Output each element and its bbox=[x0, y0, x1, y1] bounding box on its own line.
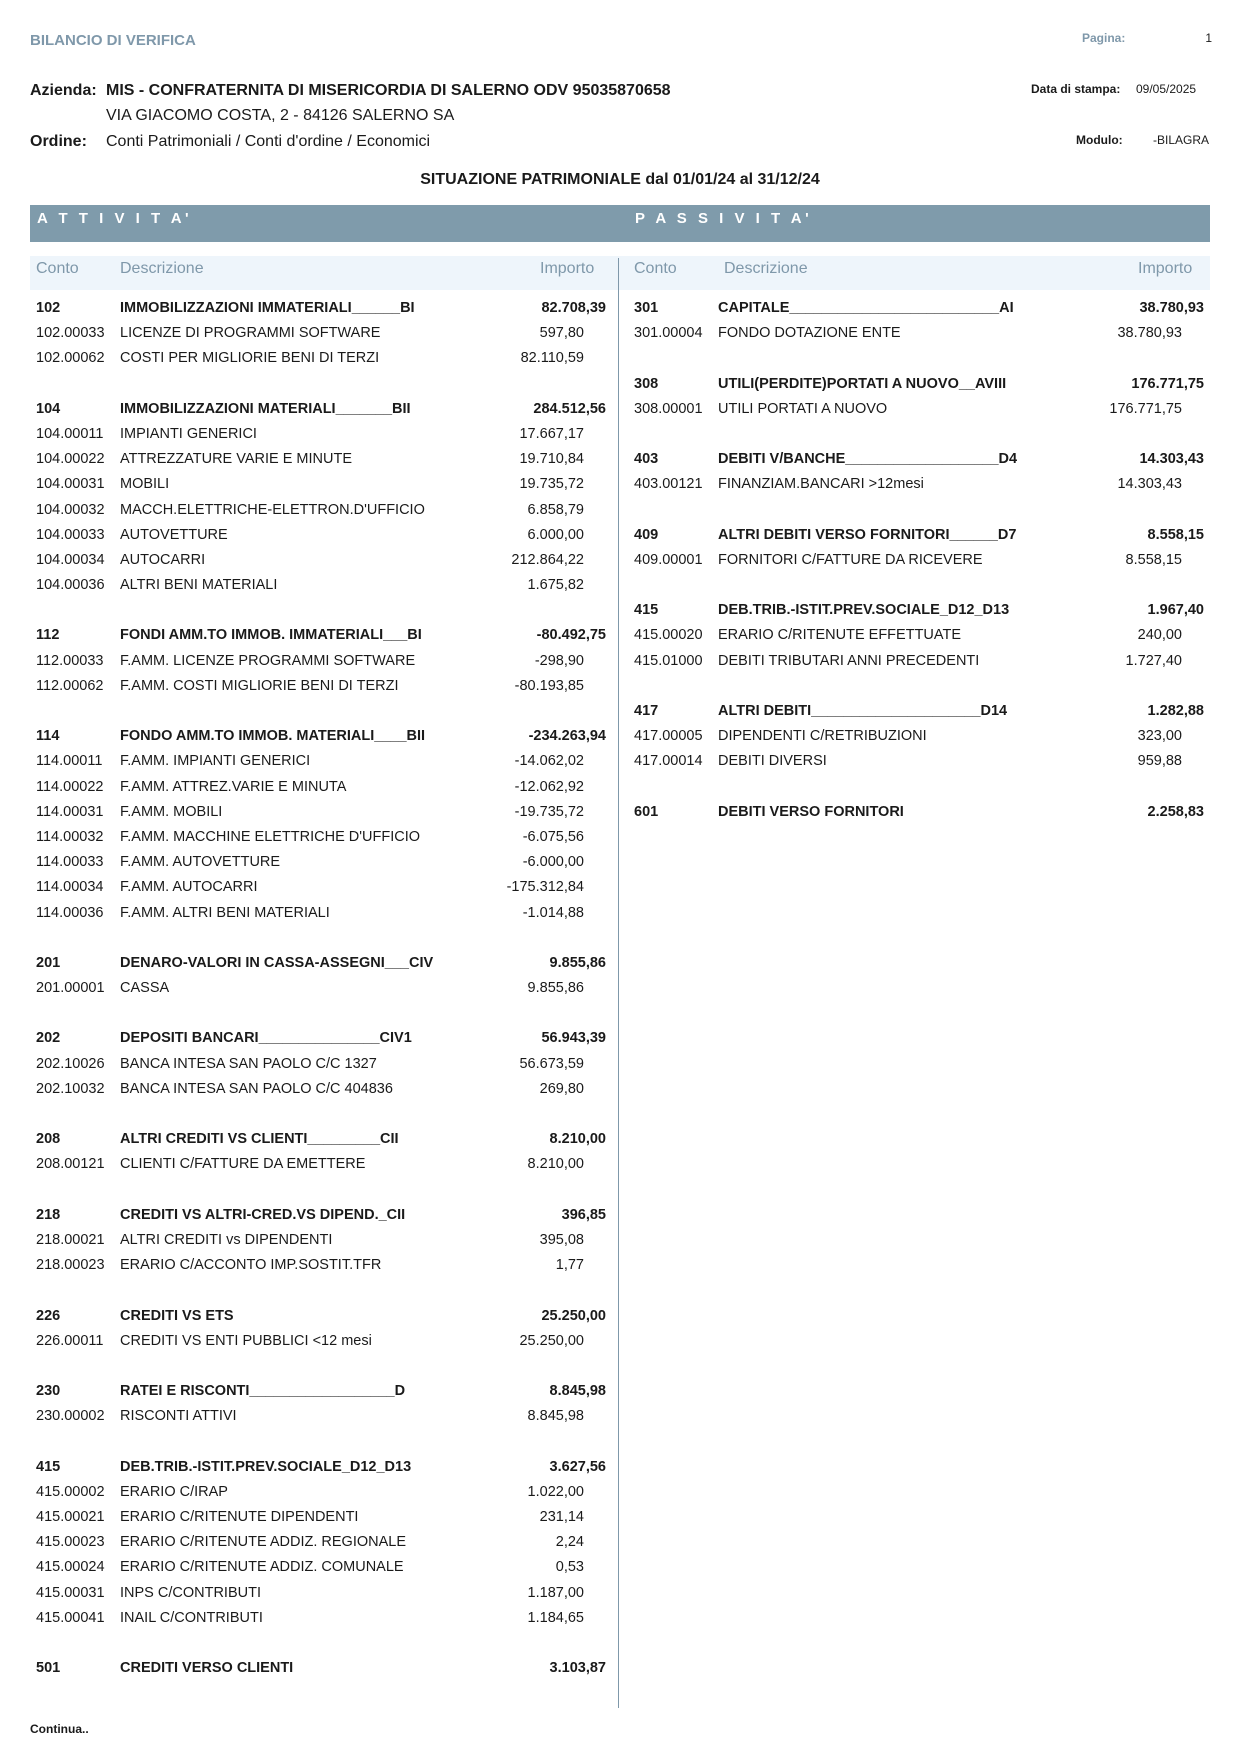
account-amount: 176.771,75 bbox=[1109, 400, 1182, 417]
account-description: F.AMM. MACCHINE ELETTRICHE D'UFFICIO bbox=[120, 828, 421, 845]
account-code: 112.00033 bbox=[36, 652, 104, 669]
module-value: -BILAGRA bbox=[1153, 133, 1210, 147]
account-amount: 8.558,15 bbox=[1125, 551, 1182, 568]
assets-detail-row bbox=[36, 749, 606, 774]
account-amount: -234.263,94 bbox=[528, 728, 606, 745]
spacer-row bbox=[36, 1429, 606, 1454]
liabilities-detail-row bbox=[634, 749, 1204, 774]
account-description: AUTOCARRI bbox=[120, 551, 206, 568]
section-band bbox=[30, 205, 1210, 242]
account-code: 415.00024 bbox=[36, 1559, 105, 1576]
account-code: 104.00032 bbox=[36, 501, 105, 518]
account-description: MACCH.ELETTRICHE-ELETTRON.D'UFFICIO bbox=[120, 501, 425, 518]
spacer-row bbox=[36, 1354, 606, 1379]
account-code: 403 bbox=[634, 451, 659, 468]
assets-account-header: Conto bbox=[36, 260, 79, 277]
assets-table bbox=[36, 296, 606, 1681]
account-description: AUTOVETTURE bbox=[120, 526, 228, 543]
account-description: F.AMM. ALTRI BENI MATERIALI bbox=[120, 904, 330, 921]
column-divider bbox=[618, 258, 619, 1708]
account-code: 114.00036 bbox=[36, 904, 104, 921]
assets-detail-row bbox=[36, 825, 606, 850]
account-amount: 396,85 bbox=[561, 1206, 606, 1223]
account-description: MOBILI bbox=[120, 476, 170, 493]
account-description: F.AMM. AUTOCARRI bbox=[120, 879, 258, 896]
assets-group-row bbox=[36, 951, 606, 976]
account-description: FONDO AMM.TO IMMOB. MATERIALI____BII bbox=[120, 728, 426, 745]
account-description: F.AMM. AUTOVETTURE bbox=[120, 854, 281, 871]
assets-detail-row bbox=[36, 548, 606, 573]
account-code: 102.00033 bbox=[36, 325, 105, 342]
assets-detail-row bbox=[36, 1329, 606, 1354]
account-amount: 176.771,75 bbox=[1131, 375, 1204, 392]
account-description: F.AMM. LICENZE PROGRAMMI SOFTWARE bbox=[120, 652, 416, 669]
spacer-row bbox=[36, 1178, 606, 1203]
account-amount: 6.000,00 bbox=[527, 526, 584, 543]
account-description: COSTI PER MIGLIORIE BENI DI TERZI bbox=[120, 350, 380, 367]
account-code: 415 bbox=[634, 602, 659, 619]
account-code: 112.00062 bbox=[36, 677, 104, 694]
assets-group-row bbox=[36, 296, 606, 321]
assets-group-row bbox=[36, 1304, 606, 1329]
account-amount: 3.627,56 bbox=[549, 1458, 606, 1475]
assets-group-row bbox=[36, 1379, 606, 1404]
account-description: UTILI(PERDITE)PORTATI A NUOVO__AVIII bbox=[718, 375, 1007, 392]
account-amount: 14.303,43 bbox=[1139, 451, 1204, 468]
account-amount: 8.558,15 bbox=[1147, 526, 1204, 543]
account-code: 104.00033 bbox=[36, 526, 105, 543]
page-label: Pagina: bbox=[1082, 31, 1126, 45]
account-amount: 597,80 bbox=[539, 325, 584, 342]
spacer-row bbox=[36, 926, 606, 951]
account-description: ALTRI CREDITI vs DIPENDENTI bbox=[120, 1231, 333, 1248]
assets-detail-row bbox=[36, 800, 606, 825]
account-description: ATTREZZATURE VARIE E MINUTE bbox=[120, 451, 353, 468]
page-number: 1 bbox=[1205, 31, 1212, 45]
assets-detail-row bbox=[36, 1052, 606, 1077]
assets-detail-row bbox=[36, 422, 606, 447]
account-code: 415.00023 bbox=[36, 1534, 105, 1551]
account-description: FONDO DOTAZIONE ENTE bbox=[718, 325, 901, 342]
account-amount: -1.014,88 bbox=[522, 904, 584, 921]
account-description: INAIL C/CONTRIBUTI bbox=[120, 1609, 263, 1626]
account-code: 218.00021 bbox=[36, 1231, 105, 1248]
account-amount: 56.673,59 bbox=[519, 1055, 584, 1072]
account-description: IMMOBILIZZAZIONI IMMATERIALI______BI bbox=[120, 300, 415, 316]
account-amount: 19.735,72 bbox=[519, 476, 584, 493]
spacer-row bbox=[634, 346, 1204, 371]
print-date-label: Data di stampa: bbox=[1031, 82, 1121, 96]
assets-detail-row bbox=[36, 1253, 606, 1278]
liabilities-detail-row bbox=[634, 649, 1204, 674]
account-amount: 9.855,86 bbox=[549, 954, 606, 971]
company-address: VIA GIACOMO COSTA, 2 - 84126 SALERNO SA bbox=[106, 107, 455, 124]
account-amount: 38.780,93 bbox=[1117, 325, 1182, 342]
assets-description-header: Descrizione bbox=[120, 260, 204, 277]
account-code: 104.00036 bbox=[36, 577, 105, 594]
assets-detail-row bbox=[36, 1505, 606, 1530]
account-amount: -298,90 bbox=[534, 652, 584, 669]
account-amount: 82.110,59 bbox=[520, 350, 584, 367]
assets-detail-row bbox=[36, 346, 606, 371]
account-code: 415.00020 bbox=[634, 627, 703, 644]
column-header-bar bbox=[30, 256, 1210, 290]
assets-group-row bbox=[36, 397, 606, 422]
account-code: 104.00031 bbox=[36, 476, 105, 493]
account-description: IMMOBILIZZAZIONI MATERIALI_______BII bbox=[120, 400, 411, 417]
assets-group-row bbox=[36, 1656, 606, 1681]
account-amount: 1,77 bbox=[555, 1257, 584, 1274]
account-description: LICENZE DI PROGRAMMI SOFTWARE bbox=[120, 325, 381, 342]
account-amount: 8.845,98 bbox=[527, 1408, 584, 1425]
account-description: ERARIO C/RITENUTE ADDIZ. COMUNALE bbox=[120, 1559, 404, 1576]
account-description: RISCONTI ATTIVI bbox=[120, 1408, 237, 1425]
liabilities-detail-row bbox=[634, 548, 1204, 573]
spacer-row bbox=[36, 1278, 606, 1303]
account-amount: 8.210,00 bbox=[527, 1156, 584, 1173]
liabilities-table bbox=[634, 296, 1204, 825]
account-code: 104 bbox=[36, 400, 61, 417]
account-amount: 323,00 bbox=[1137, 728, 1182, 745]
account-code: 230.00002 bbox=[36, 1408, 105, 1425]
account-description: CAPITALE__________________________AI bbox=[718, 300, 1014, 316]
liabilities-group-row bbox=[634, 699, 1204, 724]
account-code: 104.00011 bbox=[36, 425, 104, 442]
account-description: CREDITI VERSO CLIENTI bbox=[120, 1660, 294, 1677]
assets-detail-row bbox=[36, 1404, 606, 1429]
account-amount: -80.193,85 bbox=[514, 677, 584, 694]
liabilities-detail-row bbox=[634, 321, 1204, 346]
spacer-row bbox=[36, 1102, 606, 1127]
liabilities-detail-row bbox=[634, 472, 1204, 497]
assets-group-row bbox=[36, 724, 606, 749]
situation-title: SITUAZIONE PATRIMONIALE dal 01/01/24 al 31/12/24 bbox=[420, 171, 820, 188]
account-description: ERARIO C/RITENUTE ADDIZ. REGIONALE bbox=[120, 1534, 407, 1551]
account-code: 114 bbox=[36, 728, 60, 745]
account-code: 301.00004 bbox=[634, 325, 703, 342]
liabilities-detail-row bbox=[634, 724, 1204, 749]
account-code: 202 bbox=[36, 1030, 61, 1047]
account-amount: 212.864,22 bbox=[511, 551, 584, 568]
account-code: 114.00011 bbox=[36, 753, 103, 770]
assets-detail-row bbox=[36, 1555, 606, 1580]
account-description: FINANZIAM.BANCARI >12mesi bbox=[718, 476, 924, 493]
account-amount: 284.512,56 bbox=[533, 400, 606, 417]
account-code: 601 bbox=[634, 803, 659, 820]
account-amount: -12.062,92 bbox=[514, 778, 584, 795]
account-amount: 269,80 bbox=[539, 1080, 584, 1097]
account-code: 114.00032 bbox=[36, 828, 104, 845]
account-amount: 8.845,98 bbox=[549, 1383, 606, 1400]
account-amount: 19.710,84 bbox=[519, 451, 584, 468]
account-amount: 2,24 bbox=[555, 1534, 584, 1551]
account-description: CASSA bbox=[120, 980, 170, 997]
account-code: 114.00033 bbox=[36, 854, 104, 871]
account-description: F.AMM. ATTREZ.VARIE E MINUTA bbox=[120, 778, 347, 795]
account-description: DEPOSITI BANCARI_______________CIV1 bbox=[120, 1030, 412, 1047]
print-date-value: 09/05/2025 bbox=[1136, 82, 1197, 96]
account-amount: 1.184,65 bbox=[527, 1609, 584, 1626]
account-description: CREDITI VS ALTRI-CRED.VS DIPEND._CII bbox=[120, 1206, 406, 1223]
spacer-row bbox=[634, 674, 1204, 699]
account-code: 415.00031 bbox=[36, 1584, 105, 1601]
assets-group-row bbox=[36, 1127, 606, 1152]
account-description: F.AMM. IMPIANTI GENERICI bbox=[120, 753, 311, 770]
account-code: 208 bbox=[36, 1131, 61, 1148]
account-amount: 1.727,40 bbox=[1125, 652, 1182, 669]
assets-group-row bbox=[36, 1455, 606, 1480]
account-description: BANCA INTESA SAN PAOLO C/C 404836 bbox=[120, 1080, 393, 1097]
account-description: DEBITI TRIBUTARI ANNI PRECEDENTI bbox=[718, 652, 980, 669]
account-description: DEB.TRIB.-ISTIT.PREV.SOCIALE_D12_D13 bbox=[120, 1458, 412, 1475]
liabilities-group-row bbox=[634, 447, 1204, 472]
liabilities-description-header: Descrizione bbox=[724, 260, 808, 277]
spacer-row bbox=[36, 1001, 606, 1026]
assets-detail-row bbox=[36, 875, 606, 900]
account-description: FONDI AMM.TO IMMOB. IMMATERIALI___BI bbox=[120, 627, 422, 644]
account-code: 403.00121 bbox=[634, 476, 703, 493]
account-code: 208.00121 bbox=[36, 1156, 105, 1173]
account-description: F.AMM. COSTI MIGLIORIE BENI DI TERZI bbox=[120, 677, 399, 694]
account-code: 415.00021 bbox=[36, 1509, 105, 1525]
account-code: 112 bbox=[36, 627, 60, 644]
assets-amount-header: Importo bbox=[540, 260, 595, 277]
account-code: 417.00014 bbox=[634, 753, 703, 770]
spacer-row bbox=[634, 573, 1204, 598]
document-title: BILANCIO DI VERIFICA bbox=[30, 32, 196, 49]
account-description: BANCA INTESA SAN PAOLO C/C 1327 bbox=[120, 1055, 377, 1072]
account-code: 409 bbox=[634, 526, 659, 543]
account-amount: 8.210,00 bbox=[549, 1131, 606, 1148]
account-code: 104.00034 bbox=[36, 551, 105, 568]
account-amount: 395,08 bbox=[539, 1231, 584, 1248]
account-amount: 2.258,83 bbox=[1147, 803, 1204, 820]
assets-detail-row bbox=[36, 523, 606, 548]
account-description: ERARIO C/RITENUTE DIPENDENTI bbox=[120, 1509, 359, 1525]
assets-group-row bbox=[36, 623, 606, 648]
account-amount: 1.022,00 bbox=[527, 1483, 584, 1500]
assets-detail-row bbox=[36, 472, 606, 497]
account-code: 501 bbox=[36, 1660, 61, 1677]
account-code: 415.00041 bbox=[36, 1609, 105, 1626]
account-amount: -175.312,84 bbox=[506, 879, 584, 896]
account-code: 102 bbox=[36, 300, 61, 316]
account-code: 201.00001 bbox=[36, 980, 105, 997]
assets-detail-row bbox=[36, 573, 606, 598]
account-code: 409.00001 bbox=[634, 551, 703, 568]
assets-detail-row bbox=[36, 674, 606, 699]
assets-detail-row bbox=[36, 775, 606, 800]
spacer-row bbox=[36, 1631, 606, 1656]
account-code: 104.00022 bbox=[36, 451, 105, 468]
assets-group-row bbox=[36, 1026, 606, 1051]
account-amount: 25.250,00 bbox=[541, 1307, 606, 1324]
continue-note: Continua.. bbox=[30, 1722, 89, 1736]
account-amount: -14.062,02 bbox=[514, 753, 584, 770]
assets-section-label: A T T I V I T A' bbox=[37, 210, 193, 227]
assets-detail-row bbox=[36, 901, 606, 926]
account-code: 218.00023 bbox=[36, 1257, 105, 1274]
account-description: ALTRI DEBITI_____________________D14 bbox=[718, 703, 1008, 719]
spacer-row bbox=[634, 775, 1204, 800]
account-code: 114.00031 bbox=[36, 803, 104, 820]
account-code: 114.00034 bbox=[36, 879, 104, 896]
liabilities-group-row bbox=[634, 296, 1204, 321]
account-amount: -80.492,75 bbox=[536, 627, 606, 644]
account-amount: 38.780,93 bbox=[1139, 300, 1204, 316]
account-code: 301 bbox=[634, 300, 659, 316]
assets-detail-row bbox=[36, 1152, 606, 1177]
account-amount: 17.667,17 bbox=[519, 425, 584, 442]
account-code: 218 bbox=[36, 1206, 61, 1223]
account-description: ALTRI DEBITI VERSO FORNITORI______D7 bbox=[718, 526, 1017, 543]
account-amount: 231,14 bbox=[539, 1509, 584, 1525]
account-code: 114.00022 bbox=[36, 778, 104, 795]
account-code: 308 bbox=[634, 375, 659, 392]
spacer-row bbox=[36, 598, 606, 623]
spacer-row bbox=[36, 699, 606, 724]
spacer-row bbox=[634, 422, 1204, 447]
account-description: DENARO-VALORI IN CASSA-ASSEGNI___CIV bbox=[120, 954, 434, 971]
account-amount: 0,53 bbox=[555, 1559, 584, 1576]
account-description: F.AMM. MOBILI bbox=[120, 803, 223, 820]
account-amount: 6.858,79 bbox=[527, 501, 584, 518]
assets-detail-row bbox=[36, 447, 606, 472]
liabilities-group-row bbox=[634, 523, 1204, 548]
account-description: ERARIO C/RITENUTE EFFETTUATE bbox=[718, 627, 962, 644]
liabilities-detail-row bbox=[634, 623, 1204, 648]
liabilities-group-row bbox=[634, 800, 1204, 825]
assets-detail-row bbox=[36, 649, 606, 674]
assets-group-row bbox=[36, 1203, 606, 1228]
order-value: Conti Patrimoniali / Conti d'ordine / Economici bbox=[106, 133, 431, 150]
account-description: DEBITI VERSO FORNITORI bbox=[718, 803, 904, 820]
account-code: 202.10032 bbox=[36, 1080, 105, 1097]
account-code: 308.00001 bbox=[634, 400, 703, 417]
account-amount: -19.735,72 bbox=[514, 803, 584, 820]
assets-detail-row bbox=[36, 1077, 606, 1102]
account-amount: 959,88 bbox=[1137, 753, 1182, 770]
assets-detail-row bbox=[36, 1530, 606, 1555]
account-description: DEB.TRIB.-ISTIT.PREV.SOCIALE_D12_D13 bbox=[718, 602, 1010, 619]
account-description: UTILI PORTATI A NUOVO bbox=[718, 400, 888, 417]
account-amount: 25.250,00 bbox=[519, 1332, 584, 1349]
order-label: Ordine: bbox=[30, 133, 87, 150]
account-description: CLIENTI C/FATTURE DA EMETTERE bbox=[120, 1156, 366, 1173]
assets-detail-row bbox=[36, 1606, 606, 1631]
assets-detail-row bbox=[36, 321, 606, 346]
account-description: DEBITI DIVERSI bbox=[718, 753, 827, 770]
account-code: 226 bbox=[36, 1307, 61, 1324]
liabilities-detail-row bbox=[634, 397, 1204, 422]
account-code: 102.00062 bbox=[36, 350, 105, 367]
assets-detail-row bbox=[36, 498, 606, 523]
account-amount: 9.855,86 bbox=[527, 980, 584, 997]
account-amount: 82.708,39 bbox=[541, 300, 606, 316]
account-description: IMPIANTI GENERICI bbox=[120, 425, 257, 442]
spacer-row bbox=[634, 498, 1204, 523]
account-amount: 3.103,87 bbox=[549, 1660, 606, 1677]
account-code: 415.00002 bbox=[36, 1483, 105, 1500]
account-description: ALTRI CREDITI VS CLIENTI_________CII bbox=[120, 1131, 399, 1148]
spacer-row bbox=[36, 372, 606, 397]
account-amount: 1.675,82 bbox=[527, 577, 584, 594]
assets-detail-row bbox=[36, 976, 606, 1001]
account-amount: 240,00 bbox=[1137, 627, 1182, 644]
account-description: DIPENDENTI C/RETRIBUZIONI bbox=[718, 728, 927, 745]
account-description: CREDITI VS ETS bbox=[120, 1307, 234, 1324]
account-code: 202.10026 bbox=[36, 1055, 105, 1072]
liabilities-section-label: P A S S I V I T A' bbox=[635, 210, 813, 227]
module-label: Modulo: bbox=[1076, 133, 1123, 147]
account-code: 417.00005 bbox=[634, 728, 703, 745]
account-description: FORNITORI C/FATTURE DA RICEVERE bbox=[718, 551, 983, 568]
account-code: 226.00011 bbox=[36, 1332, 104, 1349]
account-code: 415.01000 bbox=[634, 652, 703, 669]
company-label: Azienda: bbox=[30, 82, 97, 99]
account-description: ERARIO C/ACCONTO IMP.SOSTIT.TFR bbox=[120, 1257, 382, 1274]
liabilities-amount-header: Importo bbox=[1138, 260, 1193, 277]
assets-detail-row bbox=[36, 1480, 606, 1505]
account-code: 417 bbox=[634, 703, 659, 719]
account-amount: 14.303,43 bbox=[1117, 476, 1182, 493]
account-code: 230 bbox=[36, 1383, 61, 1400]
account-description: DEBITI V/BANCHE___________________D4 bbox=[718, 451, 1018, 468]
liabilities-group-row bbox=[634, 372, 1204, 397]
account-code: 415 bbox=[36, 1458, 61, 1475]
assets-detail-row bbox=[36, 850, 606, 875]
account-description: ALTRI BENI MATERIALI bbox=[120, 577, 278, 594]
account-code: 201 bbox=[36, 954, 61, 971]
account-amount: 1.967,40 bbox=[1147, 602, 1204, 619]
assets-detail-row bbox=[36, 1228, 606, 1253]
account-description: ERARIO C/IRAP bbox=[120, 1483, 228, 1500]
company-name: MIS - CONFRATERNITA DI MISERICORDIA DI SALERNO ODV 95035870658 bbox=[106, 82, 671, 99]
account-amount: -6.075,56 bbox=[522, 828, 584, 845]
account-amount: 56.943,39 bbox=[541, 1030, 606, 1047]
account-amount: 1.282,88 bbox=[1147, 703, 1204, 719]
liabilities-account-header: Conto bbox=[634, 260, 677, 277]
liabilities-group-row bbox=[634, 598, 1204, 623]
assets-detail-row bbox=[36, 1581, 606, 1606]
account-description: INPS C/CONTRIBUTI bbox=[120, 1584, 261, 1601]
account-amount: -6.000,00 bbox=[522, 854, 584, 871]
account-amount: 1.187,00 bbox=[527, 1584, 584, 1601]
account-description: CREDITI VS ENTI PUBBLICI <12 mesi bbox=[120, 1332, 372, 1349]
account-description: RATEI E RISCONTI__________________D bbox=[120, 1383, 406, 1400]
